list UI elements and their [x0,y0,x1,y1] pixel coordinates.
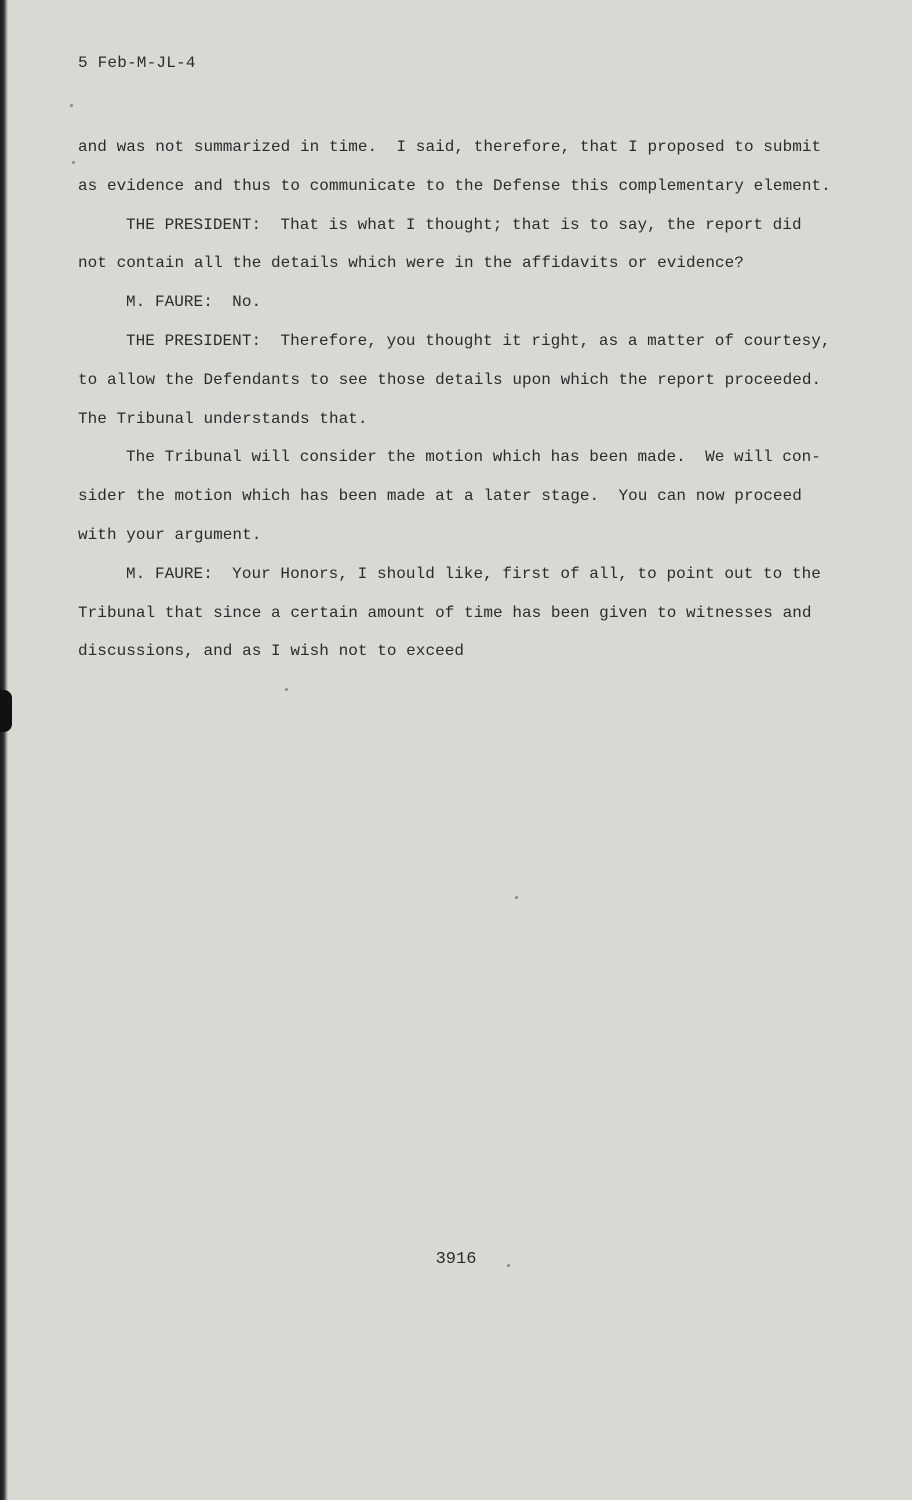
page-number: 3916 [435,1250,477,1269]
transcript-line-11: with your argument. [78,525,262,544]
transcript-line-6: THE PRESIDENT: Therefore, you thought it right, as a matter of courtesy, [126,331,831,350]
paper-speck [285,688,288,691]
paper-speck [72,161,75,164]
transcript-body [78,128,838,671]
transcript-line-7: to allow the Defendants to see those details upon which the report proceeded. [78,370,822,389]
paper-speck [507,1264,510,1267]
transcript-line-13: Tribunal that since a certain amount of time has been given to witnesses and [78,603,812,622]
document-header: 5 Feb-M-JL-4 [78,54,196,72]
transcript-line-3: THE PRESIDENT: That is what I thought; that is to say, the report did [126,215,802,234]
transcript-line-9: The Tribunal will consider the motion which has been made. We will con- [126,448,821,467]
transcript-line-12: M. FAURE: Your Honors, I should like, first of all, to point out to the [126,564,821,583]
transcript-line-4: not contain all the details which were in the affidavits or evidence? [78,254,744,273]
transcript-line-10: sider the motion which has been made at a later stage. You can now proceed [78,487,802,506]
page-left-edge [0,0,8,1500]
transcript-line-1: and was not summarized in time. I said, therefore, that I proposed to submit [78,138,822,156]
transcript-line-14: discussions, and as I wish not to exceed [78,642,465,661]
paper-speck [515,896,518,899]
transcript-line-2: as evidence and thus to communicate to the Defense this complementary element. [78,176,831,195]
transcript-line-8: The Tribunal understands that. [78,409,368,428]
page-edge-notch [0,690,12,732]
transcript-line-5: M. FAURE: No. [126,293,262,312]
paper-speck [70,104,73,107]
